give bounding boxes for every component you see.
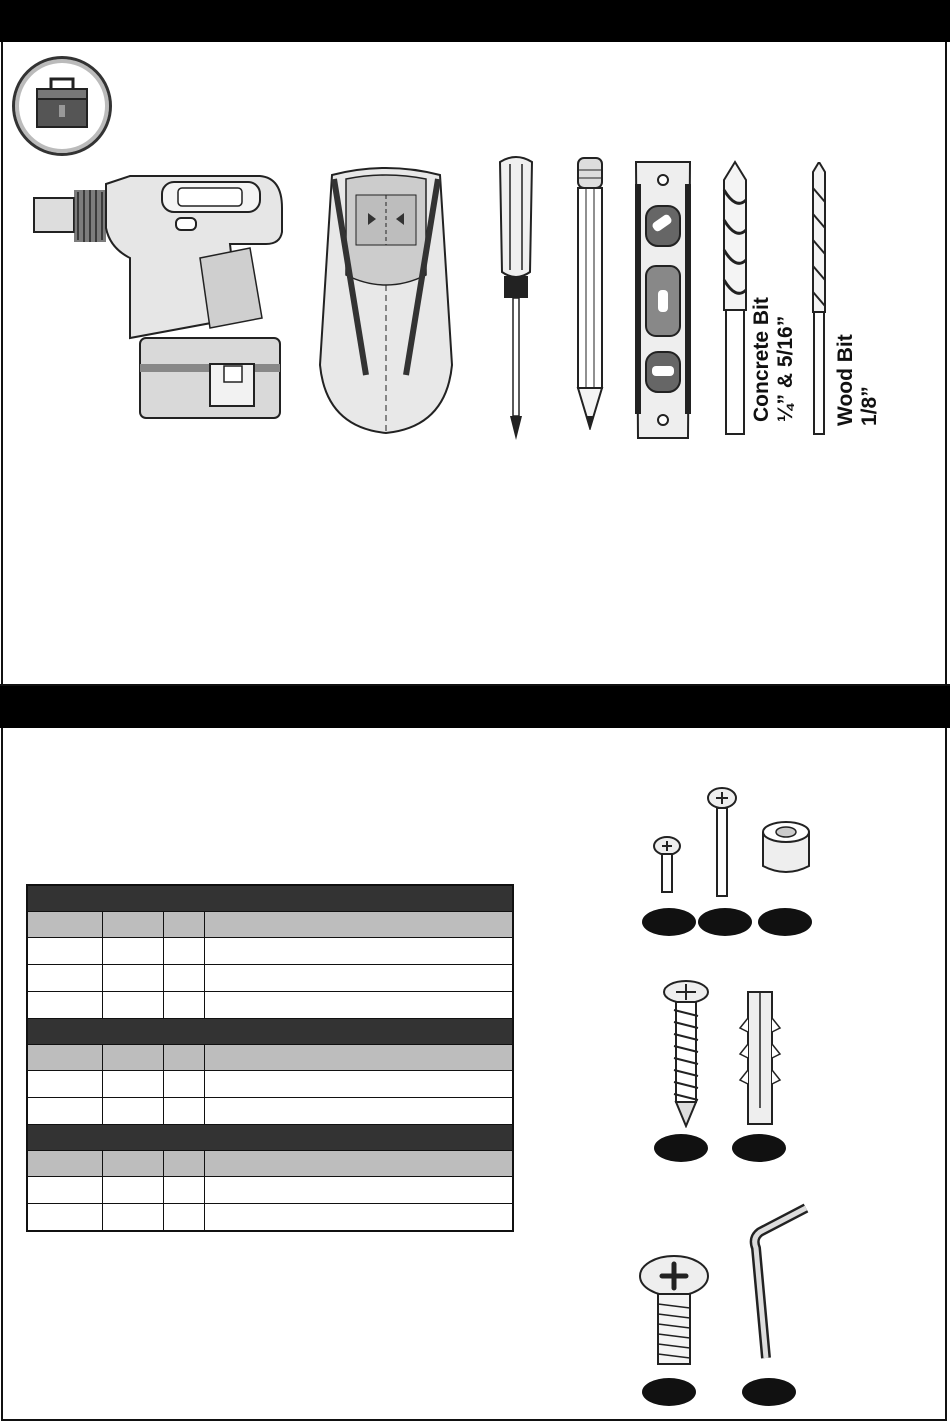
table-group-header [28,1125,512,1151]
table-row [28,1177,512,1204]
wood-bit-label [834,334,882,426]
hardware-table [26,884,514,1232]
part-label-badge [642,1378,696,1406]
spacer-icon [760,820,812,883]
part-label-badge [642,908,696,936]
table-group-header [28,886,512,912]
part-label-badge [732,1134,786,1162]
tools-section-header-bar [0,0,950,42]
screwdriver-icon [494,152,538,447]
toolbox-icon [12,56,112,156]
stud-finder-icon [316,165,456,442]
table-column-header-row [28,912,512,938]
part-label-badge [758,908,812,936]
table-row [28,938,512,965]
part-label-badge [654,1134,708,1162]
lag-bolt-icon [662,978,710,1133]
table-column-header-row [28,1045,512,1071]
long-screw-icon [706,786,738,903]
bolt-icon [636,1254,712,1371]
pencil-icon [572,154,608,435]
wood-bit-size: 1/8” [858,386,882,426]
part-label-badge [698,908,752,936]
level-icon [632,154,694,447]
drill-icon [30,168,290,425]
wall-anchor-icon [738,988,782,1133]
concrete-bit-title: Concrete Bit [750,297,773,422]
table-row [28,965,512,992]
concrete-bit-label [750,297,798,422]
table-group-header [28,1019,512,1045]
wood-bit-icon [808,162,830,441]
table-row [28,1071,512,1098]
allen-key-icon [746,1202,812,1367]
short-screw-icon [652,836,682,901]
table-row [28,992,512,1019]
part-label-badge [742,1378,796,1406]
concrete-bit-icon [718,160,752,441]
table-row [28,1098,512,1125]
table-column-header-row [28,1151,512,1177]
concrete-bit-size: ¼” & 5/16” [774,315,798,422]
hardware-section-header-bar [0,686,950,728]
table-row [28,1204,512,1230]
wood-bit-title: Wood Bit [834,334,857,426]
